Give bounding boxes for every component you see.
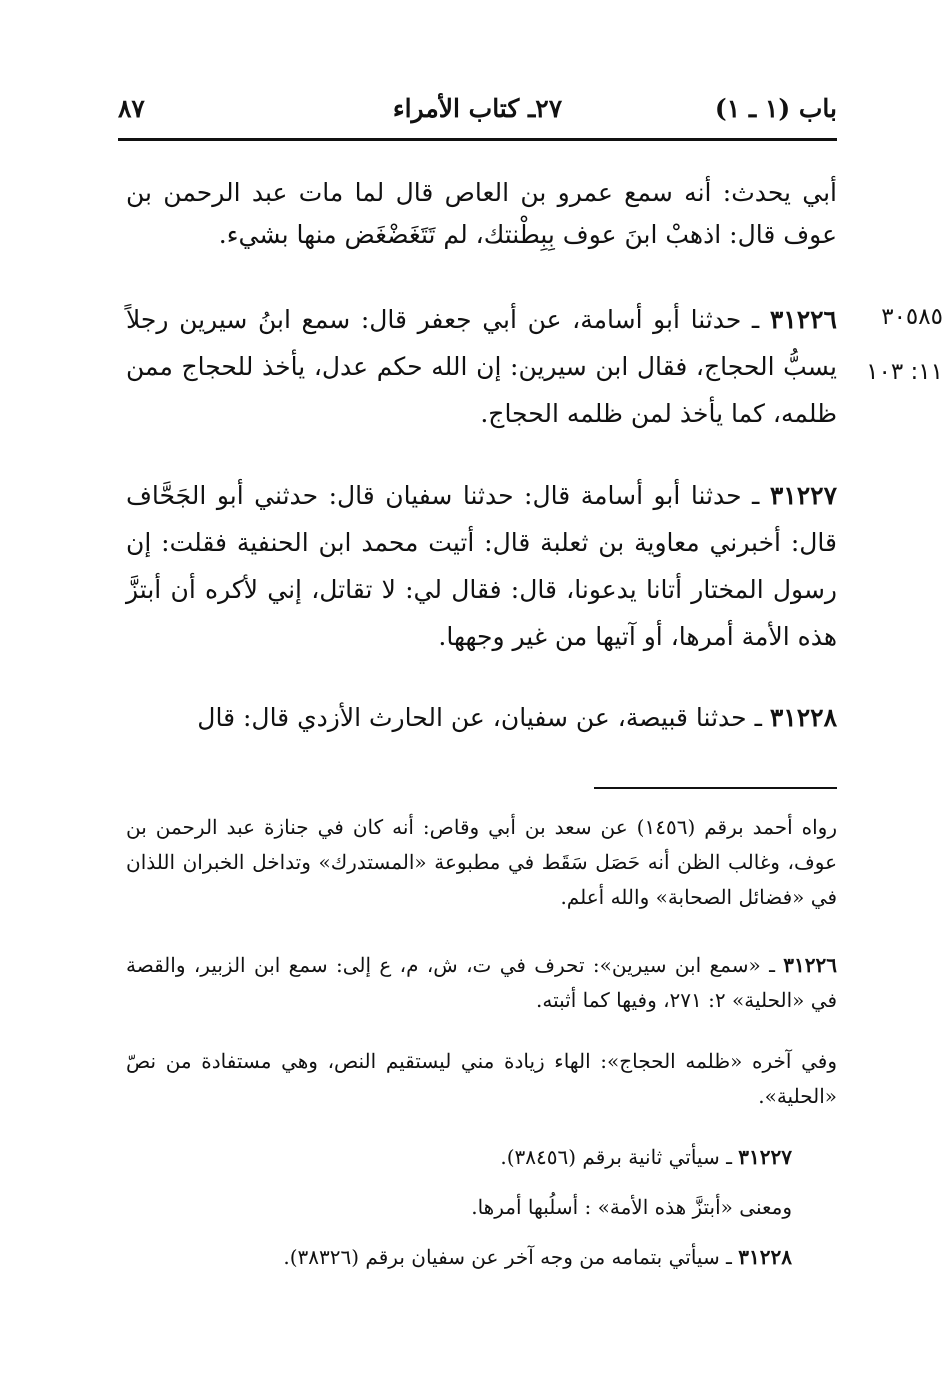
footnote-text: رواه أحمد برقم (١٤٥٦) عن سعد بن أبي وقاص: أنه كان في جنازة عبد الرحمن بن عوف، وغالب الظن أنه حَصَل سَقَط في مطبوعة «المستدرك» وتداخل الخبران اللذان في «فضائل الصحابة» والله أعلم.	[126, 815, 837, 909]
header-divider	[118, 138, 837, 141]
footnote-number: ٣١٢٢٦	[783, 953, 838, 977]
footnote-text: وفي آخره «ظلمه الحجاج»: الهاء زيادة مني ليستقيم النص، وهي مستفادة من نصّ «الحلية».	[126, 1049, 837, 1108]
hadith-paragraph	[126, 694, 837, 741]
hadith-number: ٣١٢٢٧	[769, 481, 837, 510]
footnote-text: ـ سيأتي ثانية برقم (٣٨٤٥٦).	[500, 1145, 732, 1169]
margin-note-volume: ١١: ١٠٣	[866, 359, 943, 385]
footnote	[126, 1044, 837, 1114]
margin-note-reference: ٣٠٥٨٥	[881, 304, 943, 330]
footnote-text: ـ «سمع ابن سيرين»: تحرف في ت، ش، م، ع إلى: سمع ابن الزبير، والقصة في «الحلية» ٢: ٢٧١، وفيها كما أثبته.	[126, 953, 837, 1012]
footnote-divider	[594, 787, 837, 789]
footnote-text: ومعنى «أبتزَّ هذه الأمة» : أسلُبها أمرها.	[471, 1195, 792, 1219]
chapter-label: باب (١ ـ ١)	[714, 94, 837, 123]
hadith-text: ـ حدثنا أبو أسامة، عن أبي جعفر قال: سمع ابنُ سيرين رجلاً يسبُّ الحجاج، فقال ابن سيرين: إن الله حكم عدل، يأخذ للحجاج ممن ظلمه، كما يأخذ لمن ظلمه الحجاج.	[126, 305, 837, 428]
book-title: ٢٧ـ كتاب الأمراء	[392, 94, 563, 123]
page-number: ٨٧	[118, 94, 145, 123]
hadith-number: ٣١٢٢٨	[769, 703, 837, 732]
hadith-paragraph	[126, 296, 837, 437]
hadith-text: ـ حدثنا أبو أسامة قال: حدثنا سفيان قال: حدثني أبو الجَحَّاف قال: أخبرني معاوية بن ثعلبة قال: أتيت محمد ابن الحنفية فقلت: إن رسول المختار أتانا يدعونا، قال: فقال لي: لا تقاتل، إني لأكره أن أبتزَّ هذه الأمة أمرها، أو آتيها من غير وجهها.	[126, 481, 837, 651]
footnote-text: ـ سيأتي بتمامه من وجه آخر عن سفيان برقم (٣٨٣٢٦).	[283, 1245, 732, 1269]
footnote	[126, 1140, 792, 1175]
hadith-paragraph	[126, 472, 837, 660]
footnote-number: ٣١٢٢٨	[738, 1245, 792, 1269]
footnote-number: ٣١٢٢٧	[738, 1145, 792, 1169]
hadith-number: ٣١٢٢٦	[769, 305, 837, 334]
footnote	[126, 1190, 792, 1225]
page-header	[118, 92, 837, 132]
hadith-text: ـ حدثنا قبيصة، عن سفيان، عن الحارث الأزدي قال: قال	[197, 703, 762, 732]
footnote	[126, 810, 837, 915]
footnote	[126, 948, 837, 1018]
intro-paragraph: أبي يحدث: أنه سمع عمرو بن العاص قال لما مات عبد الرحمن بن عوف قال: اذهبْ ابنَ عوف بِبِطْنتك، لم تَتَغَضْغَض منها بشيء.	[126, 178, 837, 249]
footnote	[126, 1240, 792, 1275]
